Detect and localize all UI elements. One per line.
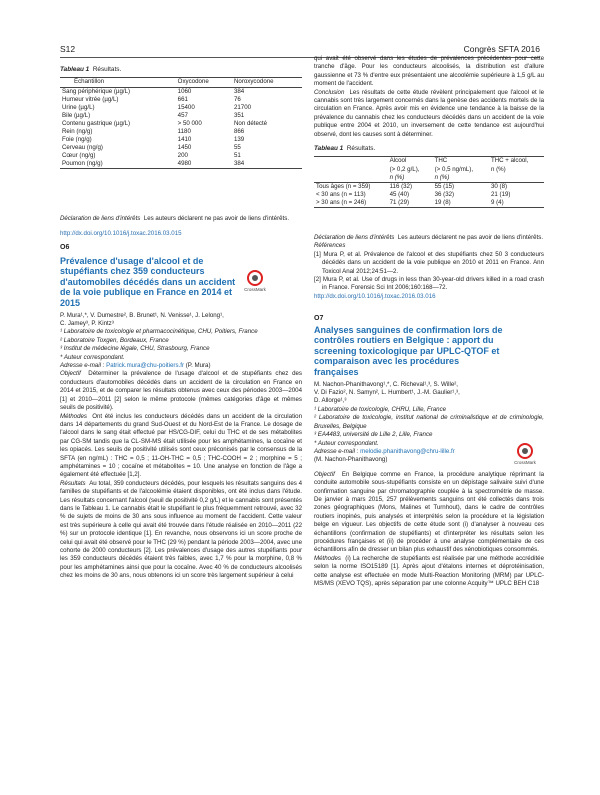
table-header-row: n (%) n (%): [314, 174, 544, 183]
table-row: Poumon (ng/g) 4980 384: [60, 160, 302, 169]
references-heading: Références: [314, 242, 346, 250]
table-row: Foie (ng/g) 1410 139: [62, 136, 245, 144]
table-row: Sang périphérique (µg/L) 1060 384: [62, 87, 245, 95]
crossmark-badge[interactable]: CrossMark: [510, 443, 540, 465]
abstract-id: O7: [314, 315, 324, 323]
affiliation: ³ EA4483, université de Lille 2, Lille, France: [314, 431, 433, 439]
page-header: [60, 44, 540, 54]
authors: P. Mura¹,*, V. Dumestre², B. Brunet¹, N. Venisse¹, J. Lelong¹, C. Jamey³, P. Kintz³: [60, 311, 224, 328]
table-row: Tous âges (n = 359) 116 (32) 55 (15) 30 (8): [316, 182, 508, 190]
affiliation: ¹ Laboratoire de toxicologie et pharmacocinétique, CHU, Poitiers, France: [60, 328, 258, 336]
continued-paragraph: qui avait été observé dans les études de prévalences précédentes pour cette tranche d'âge. Pour les conducteurs alcoolisés, la distribution est d'allure gaussienne et 73 % d'entre eux présentaient une alcoolémie supérieure à 1,5 g/L au moment de l'accident.: [314, 55, 544, 88]
table1-caption: Tableau 1 Résultats.: [60, 66, 122, 73]
abstract-id: O6: [60, 244, 70, 252]
abstract-title: Analyses sanguines de confirmation lors de contrôles routiers en Belgique : apport du screening toxicologique par UPLC-QTOF et comparaison avec les procédures françaises: [314, 324, 503, 378]
right-column: [314, 55, 544, 588]
crossmark-badge[interactable]: CrossMark: [240, 270, 270, 292]
table-row: Rein (ng/g) 1180 866: [62, 127, 245, 135]
journal-name: Congrès SFTA 2016: [463, 44, 540, 54]
doi-link[interactable]: http://dx.doi.org/10.1016/j.toxac.2016.03.015: [60, 229, 182, 237]
declaration: Déclaration de liens d'intérêts Les auteurs déclarent ne pas avoir de liens d'intérêts.: [60, 215, 290, 223]
table-header-row: (> 0,2 g/L), (> 0,5 ng/mL), n (%): [389, 165, 506, 173]
table-row: Contenu gastrique (µg/L) > 50 000 Non détecté: [62, 119, 268, 127]
email-link[interactable]: Patrick.mura@chu-poitiers.fr: [106, 362, 184, 370]
email-link[interactable]: melodie.phanithavong@chru-lille.fr: [360, 447, 455, 455]
table-caption: Tableau 1 Résultats.: [314, 145, 376, 153]
email-line: Adresse e-mail : melodie.phanithavong@chru-lille.fr (M. Nachon-Phanithavong): [314, 447, 455, 464]
table-row: < 30 ans (n = 113) 45 (40) 36 (32) 21 (19): [316, 190, 511, 198]
methodes-paragraph: Méthodes (i) La recherche de stupéfiants est réalisée par une méthode accréditée selon la norme ISO15189 [1]. Après ajout d'étalons internes et déprotéinisation, cette analyse est effectuée en mode Multi-Reaction Monitoring (MRM) par UPLC-MS/MS (XEVO TQS), après séparation par une colonne Acquity™ UPLC BEH C18: [314, 554, 544, 587]
crossmark-icon: [247, 270, 263, 286]
table1: [60, 77, 302, 169]
conclusion-paragraph: Conclusion Les résultats de cette étude révèlent principalement que l'alcool et le cannabis sont très largement concernés dans la genèse des accidents mortels de la circulation en France. Après avoir mis en évidence une tendance à la baisse de la prévalence du cannabis chez les conducteurs décédés dans un accident de la voie publique entre 2004 et 2010, un inversement de cette tendance est aujourd'hui observé, dont les causes sont à déterminer.: [314, 88, 545, 138]
results-table: [314, 156, 544, 208]
table-row: Cerveau (ng/g) 1450 55: [62, 144, 241, 152]
reference-item: [1] Mura P, et al. Prévalence de l'alcool et des stupéfiants chez 50 3 conducteurs décédés dans un accident de la voie publique en 2010 et 2011 en France. Ann Toxicol Anal 2012;24:51—2.: [314, 250, 544, 275]
table-row: Bile (µg/L) 457 351: [62, 111, 245, 119]
table-row: Urine (µg/L) 15400 21700: [62, 103, 252, 111]
corresponding-author: * Auteur correspondant.: [314, 439, 379, 447]
objectif-paragraph: Objectif Déterminer la prévalence de l'usage d'alcool et de stupéfiants chez des conducteurs d'automobiles décédés dans un accident de la circulation en France en 2014 et 2015, et de comparer les résultats obtenus avec ceux des périodes 2003—2004 [1] et 2010—2011 [2] selon le même protocole (mêmes catégories d'âge et mêmes seuils de positivité).: [60, 370, 302, 412]
table-header-row: Échantillon Oxycodone Noroxycodone: [60, 78, 302, 87]
abstract-title: Prévalence d'usage d'alcool et de stupéfiants chez 359 conducteurs d'automobiles décédés dans un accident de la voie publique en France en 2014 et 2015: [60, 255, 236, 309]
affiliation: ³ Institut de médecine légale, CHU, Strasbourg, France: [60, 345, 210, 353]
table-row: > 30 ans (n = 246) 71 (29) 19 (8) 9 (4): [314, 199, 544, 208]
table-row: Humeur vitrée (µg/L) 661 76: [62, 95, 241, 103]
affiliation: ¹ Laboratoire de toxicologie, CHRU, Lille, France: [314, 405, 447, 413]
methodes-paragraph: Méthodes Ont été inclus les conducteurs décédés dans un accident de la circulation dans 14 départements du grand Sud-Ouest et du Nord-Est de la France. Le dosage de l'alcool dans le sang était effectué par HS/CG-DIF, celui du THC et de ses métabolites par CG-SM tandis que la CL-SM-MS était utilisée pour les amphétamines, la cocaïne et les opiacés. Les seuils de positivité utilisés sont ceux préconisés par le consensus de la SFTA (en ng/mL) : THC = 0,5 ; 11-OH-THC = 0,5 ; THC-COOH = 2 ; morphine = 5 ; amphétamines = 10 ; cocaïne et métabolites = 10. Une analyse en fonction de l'âge a également été effectuée [1,2].: [60, 412, 302, 479]
corresponding-author: * Auteur correspondant.: [60, 353, 125, 361]
resultats-paragraph: Résultats Au total, 359 conducteurs décédés, pour lesquels les résultats sanguins des 4 familles de stupéfiants et de l'alcoolémie étaient disponibles, ont été inclus dans l'étude. Les résultats concernant l'alcool (seuil de positivité 0,2 g/L) et le cannabis sont présentés dans le Tableau 1. Le cannabis était le stupéfiant le plus fréquemment retrouvé, avec 32 % de sujets de moins de 30 ans sous influence au moment de l'accident. Cette valeur est très supérieure à celle qui avait été trouvée dans l'étude réalisée en 2010—2011 (22 %) sur un protocole identique [1]. En revanche, nous observons ici un score proche de celui qui avait été observé pour le THC (29 %) pendant la période 2003—2004, avec une cohorte de 2000 conducteurs [2]. Les prévalences d'usage des autres stupéfiants pour les 359 conducteurs décédés étaient très faibles, avec 1,7 % pour la morphine, 0,8 % pour les amphétamines ainsi que pour la cocaïne. Avec 40 % de conducteurs alcoolisés chez les moins de 30 ans, nous obtenons ici un score très largement supérieur à celui: [60, 479, 303, 580]
affiliation: ² Laboratoire de toxicologie, institut national de criminalistique et de criminologie, Bruxelles, Belgique: [314, 414, 544, 430]
declaration: Déclaration de liens d'intérêts Les auteurs déclarent ne pas avoir de liens d'intérêts.: [314, 234, 544, 242]
references: [314, 251, 544, 293]
left-column: [60, 66, 302, 581]
email-line: Adresse e-mail : Patrick.mura@chu-poitiers.fr (P. Mura): [60, 362, 211, 370]
page-number: S12: [60, 44, 76, 54]
reference-item: [2] Mura P, et al. Use of drugs in less than 30-year-old drivers killed in a road crash in France. Forensic Sci Int 2006;160:168—72.: [314, 276, 544, 292]
authors: M. Nachon-Phanithavong¹,*, C. Richeval¹,³, S. Wille², V. Di Fazio², N. Samyn², L. Humbert¹, J.-M. Gaulier¹,³, D. Allorge¹,³: [314, 380, 460, 405]
table-row: Cœur (ng/g) 200 51: [62, 152, 241, 160]
affiliation: ² Laboratoire Toxgen, Bordeaux, France: [60, 336, 169, 344]
crossmark-icon: [517, 443, 533, 459]
table-header-row: Alcool THC THC + alcool,: [314, 157, 544, 166]
doi-link[interactable]: http://dx.doi.org/10.1016/j.toxac.2016.03.016: [314, 292, 436, 300]
objectif-paragraph: Objectif En Belgique comme en France, la procédure analytique réprimant la conduite automobile sous-stupéfiants consiste en un dépistage salivaire suivi d'une confirmation sanguine par chromatographie couplée à la spectrométrie de masse. De janvier à mars 2015, 257 prélèvements sanguins ont été collectés dans trois zones géographiques (Mons, Malines et Turnhout), dans le cadre de contrôles routiers inopinés, puis analysés et interprétés selon la procédure et la législation belge en vigueur. Les objectifs de cette étude sont (i) d'analyser à nouveau ces échantillons (confirmation de stupéfiants) et d'interpréter les résultats selon les procédures françaises et (ii) de procéder à une analyse complémentaire de ces échantillons afin de dresser un bilan plus exhaustif des xénobiotiques consommés.: [314, 470, 544, 554]
